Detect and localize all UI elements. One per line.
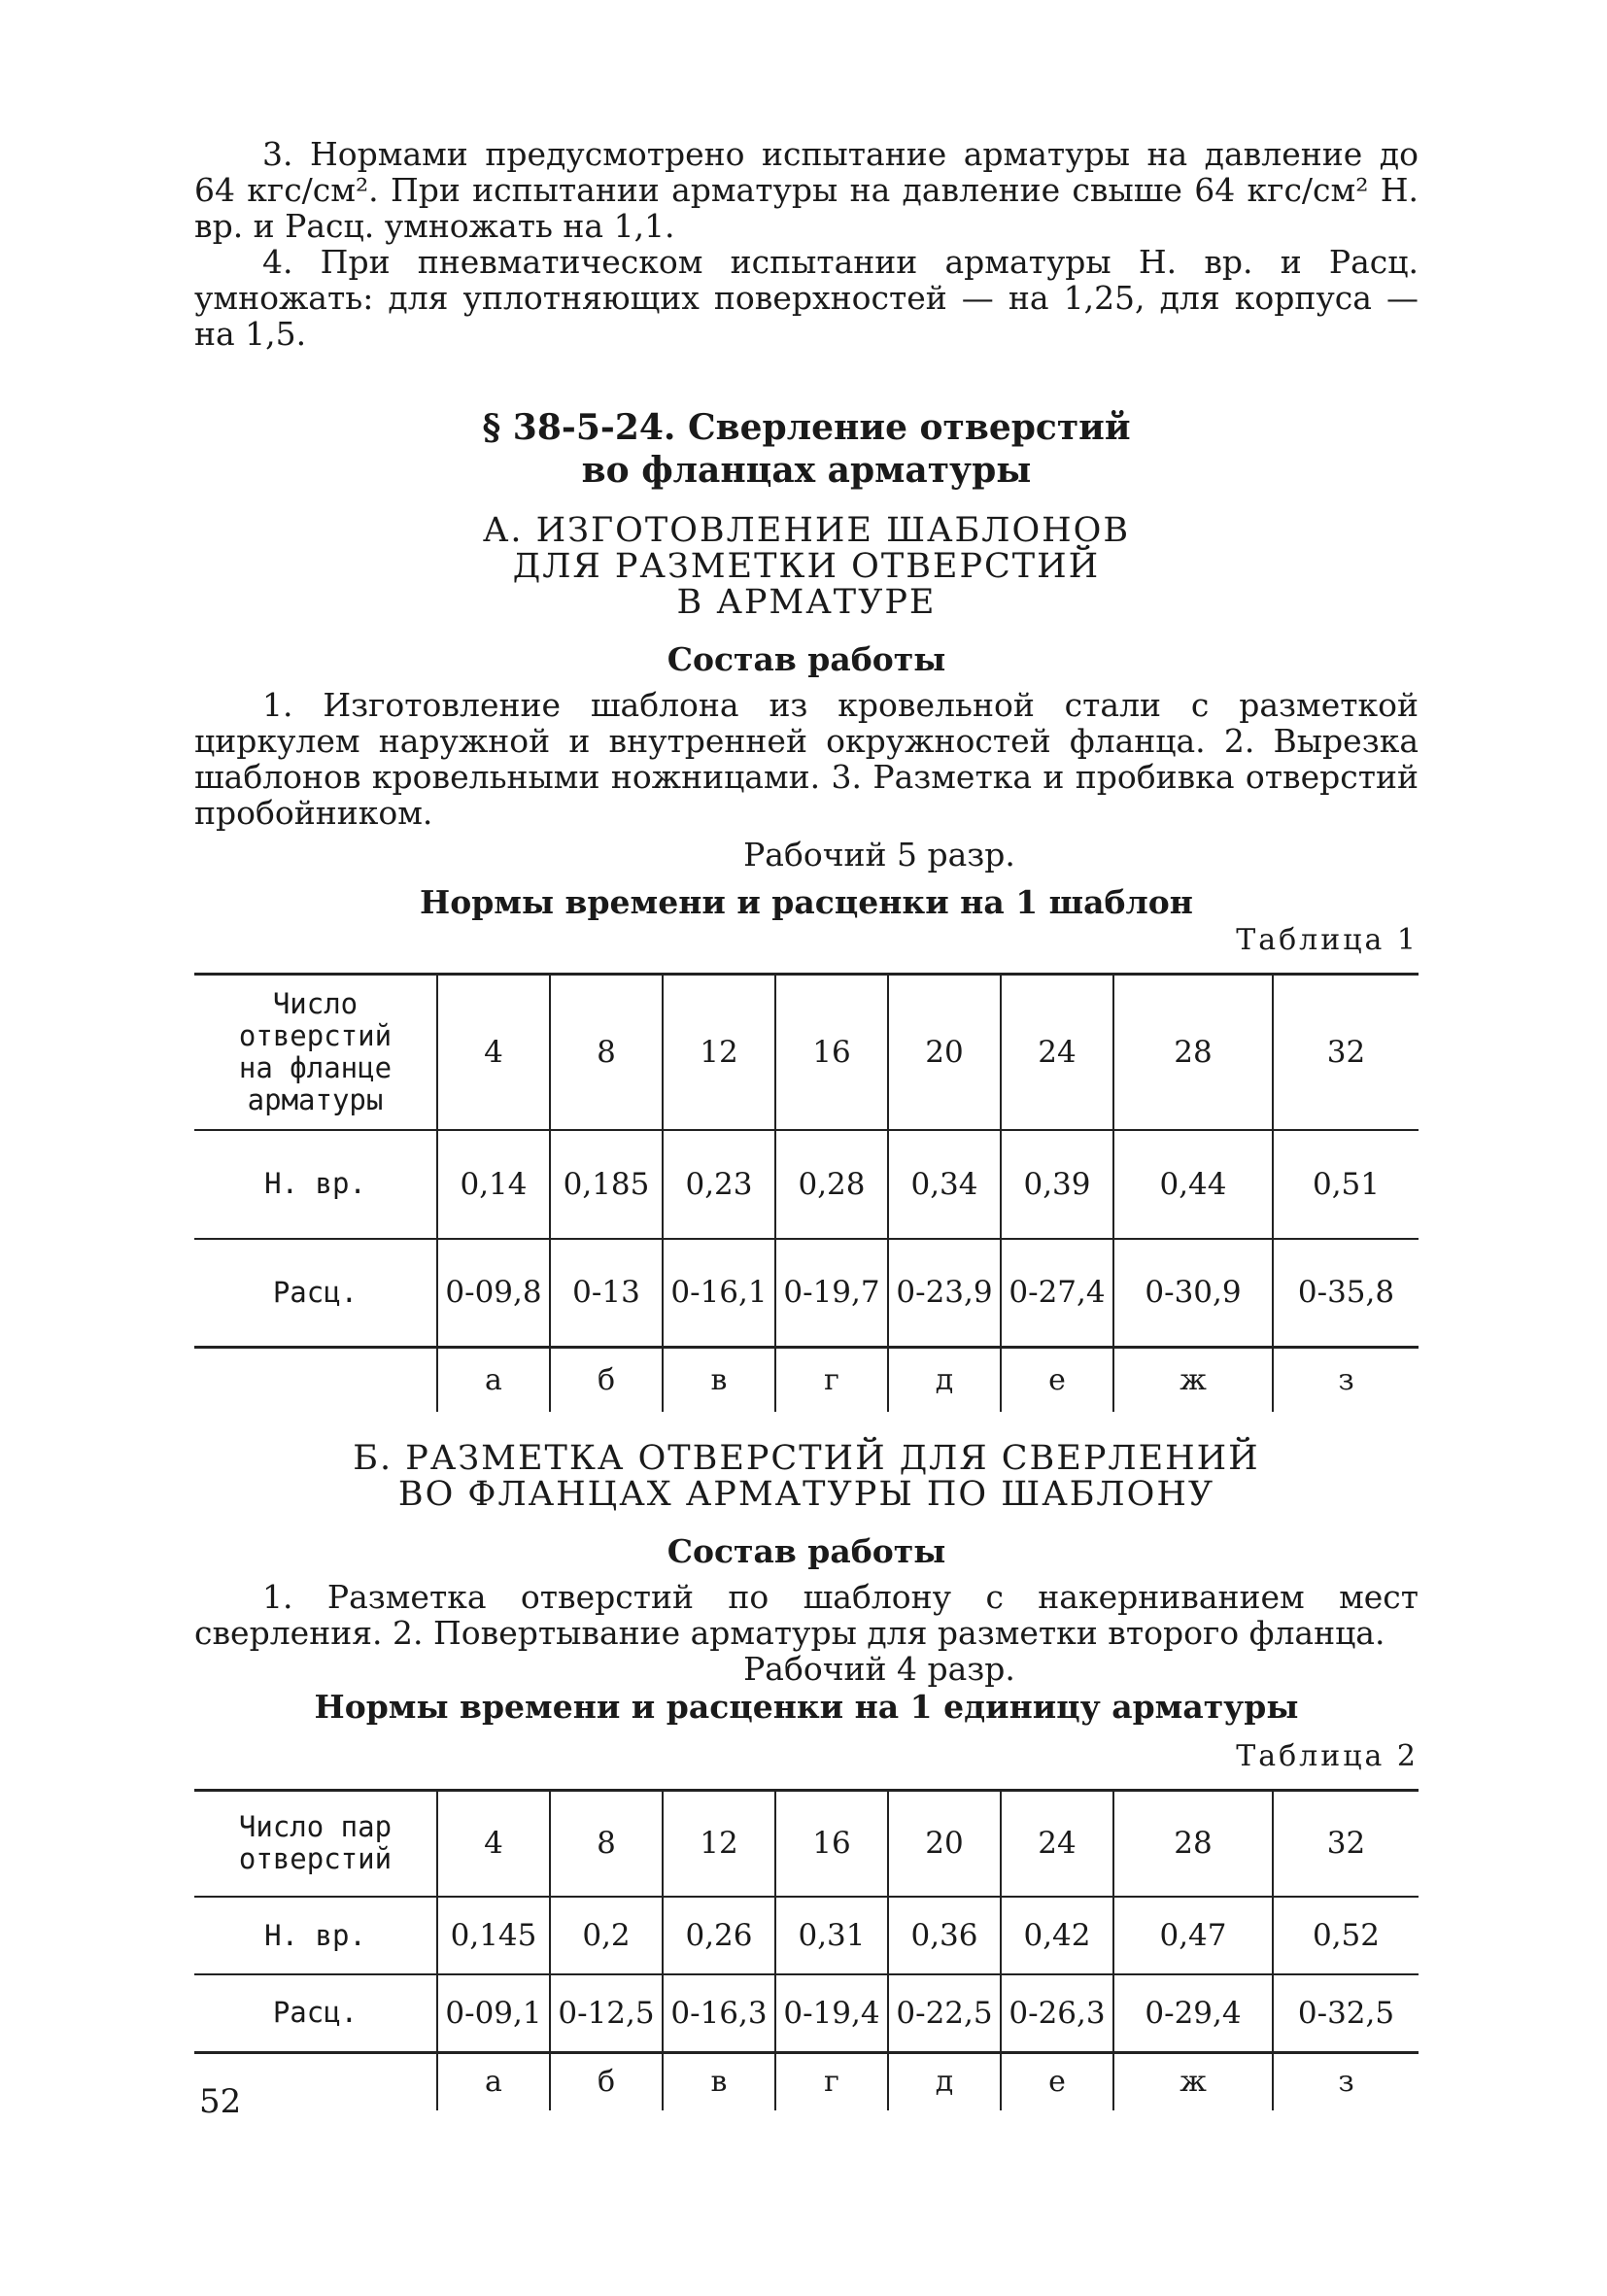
table-2-nvr-row: [194, 1897, 1419, 1974]
table-1-col: 28: [1113, 975, 1273, 1130]
table-1-nvr-cell: 0,23: [663, 1130, 775, 1239]
part-a-norms-heading: Нормы времени и расценки на 1 шаблон: [420, 883, 1193, 921]
table-2-rasc-cell: 0-26,3: [1001, 1974, 1113, 2052]
table-2-col: 24: [1001, 1790, 1113, 1897]
table-2-letter: ж: [1113, 2052, 1273, 2110]
table-2-letter: з: [1273, 2052, 1419, 2110]
table-1-nvr-cell: 0,34: [888, 1130, 1001, 1239]
table-1-nvr-cell: 0,185: [550, 1130, 663, 1239]
table-2-nvr-cell: 0,2: [550, 1897, 663, 1974]
table-2-label: Таблица 2: [1236, 1738, 1419, 1773]
table-1-nvr-row: [194, 1130, 1419, 1239]
table-1-letter: з: [1273, 1348, 1419, 1412]
part-b-work-text: 1. Разметка отверстий по шаблону с накерниванием мест сверления. 2. Повертывание арматуры для разметки второго фланца.: [194, 1577, 1419, 1652]
part-b-title-line2: ВО ФЛАНЦАХ АРМАТУРЫ ПО ШАБЛОНУ: [397, 1474, 1215, 1514]
part-a-work-heading: Состав работы: [667, 640, 946, 678]
table-1-nvr-cell: 0,39: [1001, 1130, 1113, 1239]
part-a-title-line2: ДЛЯ РАЗМЕТКИ ОТВЕРСТИЙ: [512, 547, 1101, 586]
table-2-nvr-cell: 0,145: [437, 1897, 550, 1974]
table-2-col: 8: [550, 1790, 663, 1897]
table-2-rasc-cell: 0-16,3: [663, 1974, 775, 2052]
table-1-letter: ж: [1113, 1348, 1273, 1412]
table-1-letters-blank: [194, 1348, 437, 1412]
table-2: [194, 1789, 1419, 2111]
table-2-col: 20: [888, 1790, 1001, 1897]
table-1-nvr-cell: 0,51: [1273, 1130, 1419, 1239]
table-1-rasc-cell: 0-09,8: [437, 1239, 550, 1348]
table-1-rasc-cell: 0-30,9: [1113, 1239, 1273, 1348]
table-2-rasc-cell: 0-12,5: [550, 1974, 663, 2052]
section-title: [194, 406, 1419, 492]
table-2-letter: е: [1001, 2052, 1113, 2110]
table-2-letters-row: [194, 2052, 1419, 2110]
table-1-letter: д: [888, 1348, 1001, 1412]
table-2-nvr-label: Н. вр.: [194, 1897, 437, 1974]
table-1-header-line3: на фланце: [238, 1050, 393, 1084]
table-1-col: 12: [663, 975, 775, 1130]
table-1-nvr-cell: 0,44: [1113, 1130, 1273, 1239]
table-1-header-line1: Число: [272, 986, 359, 1020]
table-1-col: 20: [888, 975, 1001, 1130]
table-1-label: Таблица 1: [1236, 923, 1419, 957]
table-1-rasc-cell: 0-19,7: [775, 1239, 888, 1348]
part-a-title-line3: В АРМАТУРЕ: [676, 583, 937, 622]
part-b-worker: Рабочий 4 разр.: [743, 1649, 1015, 1688]
table-1-header-cell: [194, 975, 437, 1130]
table-2-rasc-label: Расц.: [194, 1974, 437, 2052]
part-b-title-line1: Б. РАЗМЕТКА ОТВЕРСТИЙ ДЛЯ СВЕРЛЕНИЙ: [353, 1438, 1260, 1478]
table-2-rasc-cell: 0-32,5: [1273, 1974, 1419, 2052]
table-2-col: 12: [663, 1790, 775, 1897]
table-1-letters-row: [194, 1348, 1419, 1412]
part-a-title: [194, 513, 1419, 621]
table-1-header-line2: отверстий: [238, 1018, 393, 1052]
table-1-rasc-cell: 0-35,8: [1273, 1239, 1419, 1348]
table-1-nvr-cell: 0,28: [775, 1130, 888, 1239]
table-1-letter: г: [775, 1348, 888, 1412]
table-2-nvr-cell: 0,42: [1001, 1897, 1113, 1974]
note-4: 4. При пневматическом испытании арматуры Н. вр. и Расц. умножать: для уплотняющих поверхностей — на 1,25, для корпуса — на 1,5.: [194, 243, 1419, 353]
table-2-letter: б: [550, 2052, 663, 2110]
table-1-rasc-row: [194, 1239, 1419, 1348]
table-2-nvr-cell: 0,31: [775, 1897, 888, 1974]
table-2-rasc-cell: 0-09,1: [437, 1974, 550, 2052]
table-2-letter: д: [888, 2052, 1001, 2110]
table-1: [194, 973, 1419, 1412]
table-2-rasc-cell: 0-29,4: [1113, 1974, 1273, 2052]
table-1-rasc-label: Расц.: [194, 1239, 437, 1348]
table-1-rasc-cell: 0-16,1: [663, 1239, 775, 1348]
table-2-header-line2: отверстий: [238, 1842, 393, 1876]
table-1-nvr-label: Н. вр.: [194, 1130, 437, 1239]
table-1-rasc-cell: 0-27,4: [1001, 1239, 1113, 1348]
page-content: [194, 136, 1419, 2110]
table-2-letter: а: [437, 2052, 550, 2110]
table-1-col: 8: [550, 975, 663, 1130]
part-b-title: [194, 1438, 1419, 1514]
table-1-col: 4: [437, 975, 550, 1130]
part-b-work-heading: Состав работы: [667, 1531, 946, 1570]
table-1-col: 16: [775, 975, 888, 1130]
table-2-col: 4: [437, 1790, 550, 1897]
table-1-letter: в: [663, 1348, 775, 1412]
note-3: 3. Нормами предусмотрено испытание арматуры на давление до 64 кгс/см². При испытании арматуры на давление свыше 64 кгс/см² Н. вр. и Расц. умножать на 1,1.: [194, 135, 1419, 245]
table-1-letter: б: [550, 1348, 663, 1412]
table-2-col: 16: [775, 1790, 888, 1897]
table-2-nvr-cell: 0,26: [663, 1897, 775, 1974]
table-1-col: 24: [1001, 975, 1113, 1130]
section-title-line1: § 38-5-24. Сверление отверстий: [482, 407, 1131, 448]
table-2-letter: г: [775, 2052, 888, 2110]
part-b-norms-heading: Нормы времени и расценки на 1 единицу арматуры: [314, 1687, 1299, 1726]
table-2-rasc-cell: 0-19,4: [775, 1974, 888, 2052]
part-a-work-text: 1. Изготовление шаблона из кровельной стали с разметкой циркулем наружной и внутренней окружностей фланца. 2. Вырезка шаблонов кровельными ножницами. 3. Разметка и пробивка отверстий пробойником.: [194, 686, 1419, 832]
table-2-rasc-cell: 0-22,5: [888, 1974, 1001, 2052]
table-2-header-cell: [194, 1790, 437, 1897]
section-title-line2: во фланцах арматуры: [581, 450, 1032, 491]
table-1-letter: а: [437, 1348, 550, 1412]
table-2-header-row: [194, 1790, 1419, 1897]
table-1-nvr-cell: 0,14: [437, 1130, 550, 1239]
table-2-rasc-row: [194, 1974, 1419, 2052]
table-2-header-line1: Число пар: [238, 1810, 393, 1844]
table-2-col: 32: [1273, 1790, 1419, 1897]
table-2-letter: в: [663, 2052, 775, 2110]
table-1-col: 32: [1273, 975, 1419, 1130]
table-2-nvr-cell: 0,36: [888, 1897, 1001, 1974]
table-1-rasc-cell: 0-13: [550, 1239, 663, 1348]
part-a-worker: Рабочий 5 разр.: [743, 836, 1015, 874]
page-number: 52: [199, 2082, 242, 2121]
table-1-letter: е: [1001, 1348, 1113, 1412]
part-a-title-line1: А. ИЗГОТОВЛЕНИЕ ШАБЛОНОВ: [482, 511, 1131, 550]
table-2-nvr-cell: 0,47: [1113, 1897, 1273, 1974]
table-1-header-line4: арматуры: [247, 1082, 384, 1116]
table-2-nvr-cell: 0,52: [1273, 1897, 1419, 1974]
table-1-header-row: [194, 975, 1419, 1130]
table-1-rasc-cell: 0-23,9: [888, 1239, 1001, 1348]
table-2-col: 28: [1113, 1790, 1273, 1897]
